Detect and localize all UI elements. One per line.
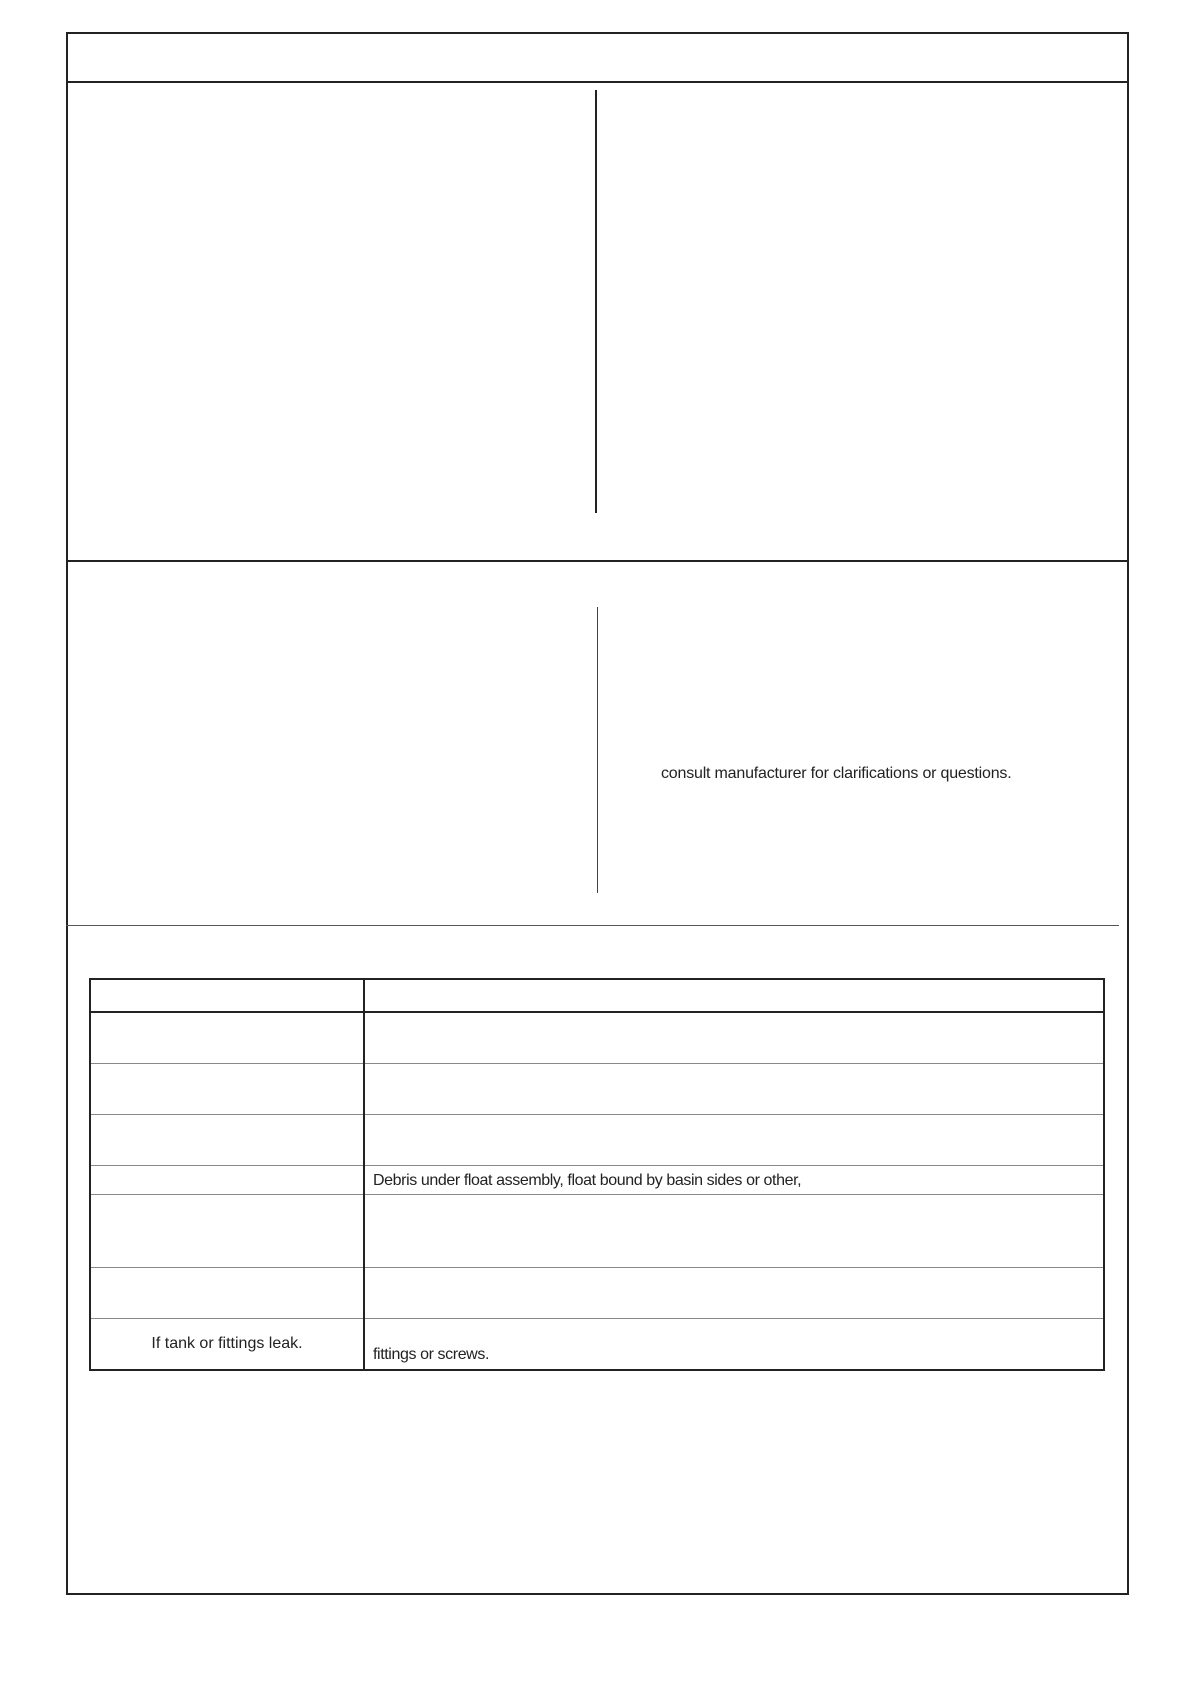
solution-cell [364,1268,1104,1319]
table-row [90,1114,1104,1165]
table-row [90,1165,1104,1194]
section1-column-divider [595,90,597,513]
table-header-row [90,979,1104,1012]
header-divider [66,81,1129,83]
solution-cell [364,1195,1104,1268]
problem-cell [90,1063,364,1114]
table-header-solution [364,979,1104,1012]
section2-column-divider [597,607,598,893]
solution-cell [364,1063,1104,1114]
table-row [90,1063,1104,1114]
manufacturer-note: consult manufacturer for clarifications or questions. [661,765,1012,782]
problem-cell [90,1012,364,1063]
table-row [90,1012,1104,1063]
solution-cell: Debris under float assembly, float bound by basin sides or other, [364,1165,1104,1194]
table-row [90,1268,1104,1319]
section-divider-2 [66,925,1119,926]
solution-cell [364,1114,1104,1165]
table-header-problem [90,979,364,1012]
table-row [90,1319,1104,1370]
problem-cell: If tank or fittings leak. [90,1319,364,1370]
troubleshooting-table [89,978,1105,1371]
section-divider-1 [66,560,1129,562]
solution-cell: fittings or screws. [364,1319,1104,1370]
problem-cell [90,1195,364,1268]
problem-cell [90,1114,364,1165]
problem-cell [90,1165,364,1194]
table-row [90,1195,1104,1268]
problem-cell [90,1268,364,1319]
solution-cell [364,1012,1104,1063]
